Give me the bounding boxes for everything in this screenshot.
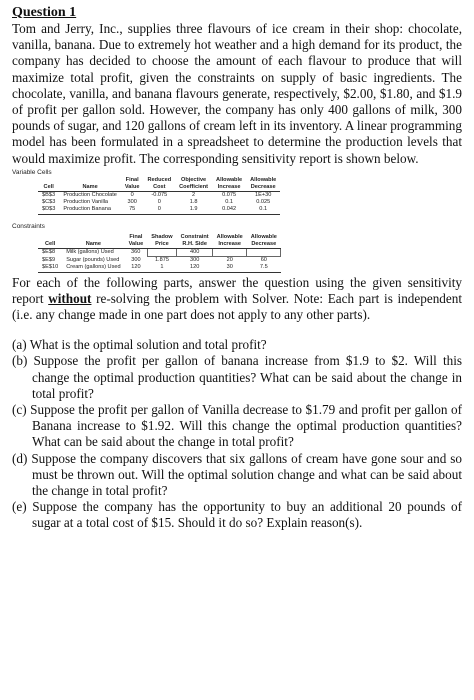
header-cell: Allowable xyxy=(250,176,277,183)
variable-cells-label: Variable Cells xyxy=(12,168,52,176)
header-cell: Name xyxy=(59,184,121,192)
header-cell: Cell xyxy=(38,241,62,249)
table-cell: 0.1 xyxy=(225,199,233,206)
table-cell: 120 xyxy=(125,264,148,272)
instructions-text-1: For each of the following parts, answer the question using the given sensitivity report xyxy=(12,274,462,306)
table-cell xyxy=(147,248,176,256)
table-cell: 360 xyxy=(130,248,141,255)
table-cell: Production Banana xyxy=(59,206,121,214)
table-cell: 60 xyxy=(260,257,267,264)
table-row xyxy=(38,199,280,206)
table-row xyxy=(38,248,281,256)
table-cell: $D$3 xyxy=(38,206,59,214)
table-cell: 120 xyxy=(177,264,213,272)
part-a: (a) What is the optimal solution and total profit? xyxy=(12,337,267,353)
header-cell: Allowable xyxy=(250,233,277,240)
table-cell xyxy=(213,248,247,256)
header-cell: Decrease xyxy=(246,184,280,192)
table-cell: 0 xyxy=(130,191,134,198)
document-page xyxy=(12,4,462,532)
table-cell: 1.9 xyxy=(175,206,212,214)
instructions-paragraph xyxy=(12,275,462,324)
table-cell: $B$3 xyxy=(42,191,56,198)
table-cell: 1 xyxy=(147,264,176,272)
header-cell: Allowable xyxy=(216,176,243,183)
header-cell: Name xyxy=(62,241,124,249)
table-cell: Cream (gallons) Used xyxy=(62,264,124,272)
table-cell: $E$8 xyxy=(42,248,56,255)
table-cell: Sugar (pounds) Used xyxy=(66,256,120,263)
table-cell: 75 xyxy=(121,206,144,214)
table-header-row xyxy=(38,241,281,249)
question-intro: Tom and Jerry, Inc., supplies three flavours of ice cream in their shop: chocolate, vanilla, banana. Due to extremely hot weather and a high demand for its product, the company has decided to choose the amount of each flavour to produce that will maximize total profit, given the constraints on supply of basic ingredients. The chocolate, vanilla, and banana flavours generate, respectively, $2.00, $1.80, and $1.9 of profit per gallon sold. However, the company has only 400 gallons of milk, 300 pounds of sugar, and 120 gallons of cream left in its inventory. A linear programming model has been formulated in a spreadsheet to determine the production levels that would maximize profit. The corresponding sensitivity report is shown below. xyxy=(12,21,462,166)
table-row xyxy=(38,264,281,272)
header-cell: Shadow xyxy=(151,233,173,240)
table-cell: 0.075 xyxy=(222,191,237,198)
table-cell: 1.8 xyxy=(189,199,198,206)
table-row xyxy=(38,206,280,214)
table-cell: Production Vanilla xyxy=(63,199,109,206)
table-cell: 300 xyxy=(127,199,137,206)
header-cell: R.H. Side xyxy=(177,241,213,249)
header-cell xyxy=(38,234,62,241)
table-cell: 0 xyxy=(157,199,161,206)
table-cell: $E$10 xyxy=(38,264,62,272)
table-cell: 2 xyxy=(192,191,196,198)
header-cell: Coefficient xyxy=(175,184,212,192)
header-cell: Final xyxy=(125,176,139,183)
table-cell: 1E+30 xyxy=(255,191,272,198)
table-cell: Milk (gallons) Used xyxy=(66,248,114,255)
question-title: Question 1 xyxy=(12,5,77,20)
header-cell: Value xyxy=(125,241,148,249)
part-e: (e) Suppose the company has the opportunity to buy an additional 20 pounds of sugar at a total cost of $15. Should it do so? Explain reason(s). xyxy=(12,499,462,531)
table-cell: 0.025 xyxy=(256,199,271,206)
table-cell: 30 xyxy=(213,264,247,272)
header-cell xyxy=(59,177,121,184)
header-cell: Increase xyxy=(212,184,246,192)
table-cell: 1.875 xyxy=(154,257,169,264)
header-cell: Decrease xyxy=(247,241,281,249)
table-cell: 0 xyxy=(144,206,176,214)
header-cell xyxy=(62,234,124,241)
table-cell: 0.042 xyxy=(212,206,246,214)
instructions-text-2: re-solving the problem with Solver. Note: Each part is independent (i.e. any change made in one part does not apply to any other parts). xyxy=(12,290,462,323)
table-cell: 20 xyxy=(226,257,233,264)
constraints-label: Constraints xyxy=(12,222,45,230)
header-cell: Price xyxy=(147,241,176,249)
table-header-row xyxy=(38,184,280,192)
sensitivity-report xyxy=(12,169,462,273)
part-b: (b) Suppose the profit per gallon of banana increase from $1.9 to $2. Will this change the optimal production quantities? What can be said about the change in total profit? xyxy=(12,353,462,401)
table-cell: -0.075 xyxy=(151,191,168,198)
table-header-row xyxy=(38,234,281,241)
table-cell: $E$9 xyxy=(42,256,56,263)
header-cell: Constraint xyxy=(180,233,209,240)
header-cell: Final xyxy=(129,233,143,240)
variable-cells-table xyxy=(38,177,280,215)
table-cell: $C$3 xyxy=(42,199,56,206)
table-cell: Production Chocolate xyxy=(63,191,117,198)
table-cell: 300 xyxy=(131,256,141,263)
header-cell: Reduced xyxy=(147,176,172,183)
table-header-row xyxy=(38,177,280,184)
constraints-table xyxy=(38,234,281,273)
question-parts-list xyxy=(12,337,462,531)
table-cell: 400 xyxy=(177,248,213,256)
instructions-emphasis: without xyxy=(48,290,92,306)
table-cell: 0.1 xyxy=(246,206,280,214)
table-cell xyxy=(247,248,281,256)
header-cell xyxy=(38,177,59,184)
table-cell: 300 xyxy=(189,257,200,264)
header-cell: Value xyxy=(121,184,144,192)
table-cell: 7.5 xyxy=(247,264,281,272)
part-c: (c) Suppose the profit per gallon of Vanilla decrease to $1.79 and profit per gallon of Banana increase to $1.92. Will this change the optimal production quantities? What can be said about the change in total profit? xyxy=(12,402,462,450)
header-cell: Increase xyxy=(213,241,247,249)
header-cell: Objective xyxy=(180,176,207,183)
header-cell: Cell xyxy=(38,184,59,192)
table-row xyxy=(38,257,281,265)
part-d: (d) Suppose the company discovers that six gallons of cream have gone sour and so must be thrown out. Will the optimal solution change and what can be said about the change in total profit? xyxy=(12,450,462,499)
header-cell: Cost xyxy=(144,184,176,192)
header-cell: Allowable xyxy=(216,233,243,240)
table-row xyxy=(38,191,280,199)
